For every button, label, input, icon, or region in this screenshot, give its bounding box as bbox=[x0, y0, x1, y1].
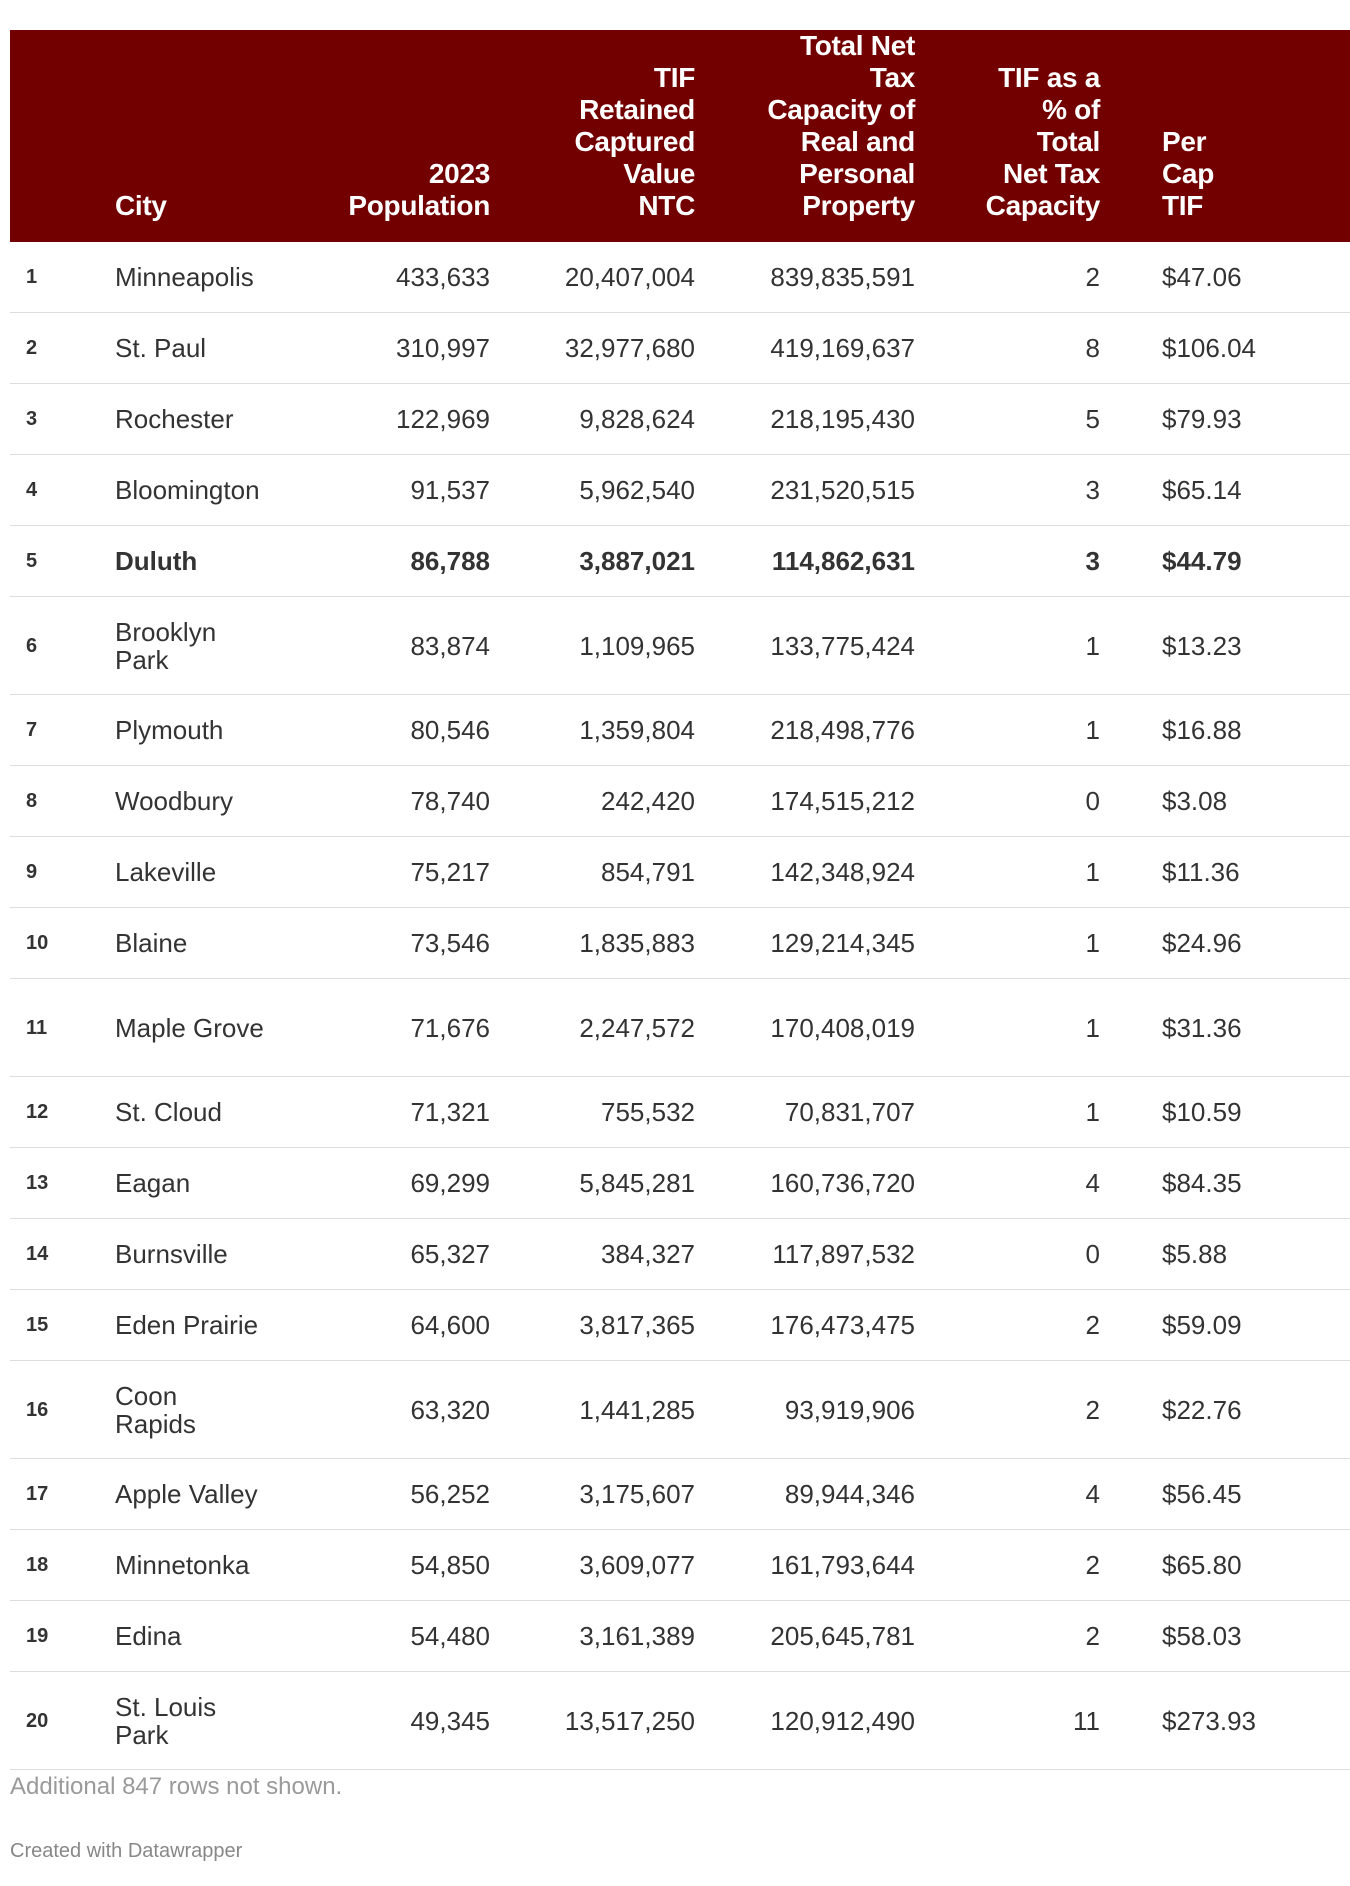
rank-cell: 4 bbox=[26, 479, 38, 501]
header-population[interactable]: 2023 Population bbox=[280, 30, 490, 242]
per-capita-tif-cell: $79.93 bbox=[1162, 404, 1242, 434]
table-row bbox=[10, 1361, 1350, 1459]
per-capita-tif-cell: $5.88 bbox=[1162, 1239, 1228, 1269]
total-net-tax-capacity-cell: 120,912,490 bbox=[770, 1705, 915, 1736]
per-capita-tif-cell: $22.76 bbox=[1162, 1394, 1242, 1425]
tif-percent-cell: 0 bbox=[1085, 786, 1100, 816]
data-table-container bbox=[10, 30, 1256, 1770]
total-net-tax-capacity-cell: 205,645,781 bbox=[770, 1621, 915, 1651]
table-row bbox=[10, 1219, 1350, 1290]
city-name: Blaine bbox=[115, 928, 188, 958]
tif-retained-value-cell: 854,791 bbox=[601, 857, 695, 887]
tif-retained-value-cell: 1,835,883 bbox=[579, 928, 695, 958]
table-row bbox=[10, 526, 1350, 597]
table-row bbox=[10, 1148, 1350, 1219]
tif-percent-cell: 1 bbox=[1085, 630, 1100, 661]
table-row bbox=[10, 597, 1350, 695]
per-capita-tif-cell: $65.14 bbox=[1162, 475, 1242, 505]
city-name: Brooklyn Park bbox=[115, 616, 217, 675]
city-cell bbox=[115, 766, 280, 837]
total-net-tax-capacity-cell: 160,736,720 bbox=[770, 1168, 915, 1198]
city-name: Minneapolis bbox=[115, 262, 254, 292]
tif-percent-cell: 1 bbox=[1085, 1097, 1100, 1127]
total-net-tax-capacity-cell: 176,473,475 bbox=[770, 1310, 915, 1340]
rank-cell: 1 bbox=[26, 266, 38, 288]
tif-retained-value-cell: 384,327 bbox=[601, 1239, 695, 1269]
rank-cell: 15 bbox=[26, 1314, 49, 1336]
population-cell: 54,850 bbox=[410, 1550, 490, 1580]
city-name: Plymouth bbox=[115, 715, 224, 745]
header-tif-retained-value[interactable]: TIF Retained Captured Value NTC bbox=[490, 30, 695, 242]
per-capita-tif-cell: $31.36 bbox=[1162, 1012, 1242, 1043]
population-cell: 64,600 bbox=[410, 1310, 490, 1340]
total-net-tax-capacity-cell: 133,775,424 bbox=[770, 630, 915, 661]
city-cell bbox=[115, 597, 280, 695]
tif-percent-cell: 11 bbox=[1073, 1705, 1100, 1736]
header-per-capita-tif[interactable]: Per Cap TIF bbox=[1100, 30, 1350, 242]
population-cell: 49,345 bbox=[410, 1705, 490, 1736]
table-row bbox=[10, 837, 1350, 908]
tif-percent-cell: 3 bbox=[1085, 475, 1100, 505]
city-name: Rochester bbox=[115, 404, 234, 434]
population-cell: 69,299 bbox=[410, 1168, 490, 1198]
table-row bbox=[10, 242, 1350, 313]
table-row bbox=[10, 908, 1350, 979]
city-cell bbox=[115, 455, 280, 526]
city-name: St. Paul bbox=[115, 333, 207, 363]
total-net-tax-capacity-cell: 174,515,212 bbox=[770, 786, 915, 816]
tif-percent-cell: 8 bbox=[1085, 333, 1100, 363]
per-capita-tif-cell: $11.36 bbox=[1162, 857, 1240, 887]
rank-cell: 16 bbox=[26, 1398, 49, 1421]
tif-percent-cell: 1 bbox=[1085, 1012, 1100, 1043]
city-cell bbox=[115, 384, 280, 455]
city-name: Bloomington bbox=[115, 475, 260, 505]
total-net-tax-capacity-cell: 70,831,707 bbox=[784, 1097, 915, 1127]
tif-retained-value-cell: 1,109,965 bbox=[579, 630, 695, 661]
rank-cell: 6 bbox=[26, 634, 38, 657]
header-tif-percent[interactable]: TIF as a % of Total Net Tax Capacity bbox=[915, 30, 1100, 242]
population-cell: 80,546 bbox=[410, 715, 490, 745]
header-rank[interactable] bbox=[10, 30, 115, 242]
city-name: Lakeville bbox=[115, 857, 217, 887]
per-capita-tif-cell: $10.59 bbox=[1162, 1097, 1242, 1127]
datawrapper-credit[interactable]: Created with Datawrapper bbox=[10, 1840, 243, 1862]
city-cell bbox=[115, 908, 280, 979]
city-cell bbox=[115, 1530, 280, 1601]
population-cell: 71,321 bbox=[410, 1097, 490, 1127]
rank-cell: 14 bbox=[26, 1243, 49, 1265]
rank-cell: 5 bbox=[26, 550, 38, 572]
tif-retained-value-cell: 755,532 bbox=[601, 1097, 695, 1127]
tif-retained-value-cell: 32,977,680 bbox=[564, 333, 695, 363]
total-net-tax-capacity-cell: 142,348,924 bbox=[770, 857, 915, 887]
tif-retained-value-cell: 1,441,285 bbox=[579, 1394, 695, 1425]
per-capita-tif-cell: $84.35 bbox=[1162, 1168, 1242, 1198]
tif-retained-value-cell: 20,407,004 bbox=[564, 262, 695, 292]
city-name: Maple Grove bbox=[115, 1012, 264, 1043]
rank-cell: 9 bbox=[26, 861, 38, 883]
tif-retained-value-cell: 1,359,804 bbox=[579, 715, 695, 745]
per-capita-tif-cell: $59.09 bbox=[1162, 1310, 1242, 1340]
population-cell: 83,874 bbox=[410, 630, 490, 661]
tif-retained-value-cell: 5,962,540 bbox=[579, 475, 695, 505]
rank-cell: 13 bbox=[26, 1172, 49, 1194]
per-capita-tif-cell: $24.96 bbox=[1162, 928, 1242, 958]
rank-cell: 18 bbox=[26, 1554, 49, 1576]
population-cell: 65,327 bbox=[410, 1239, 490, 1269]
population-cell: 310,997 bbox=[396, 333, 490, 363]
tif-percent-cell: 2 bbox=[1085, 1394, 1100, 1425]
tif-retained-value-cell: 3,609,077 bbox=[579, 1550, 695, 1580]
city-cell bbox=[115, 1219, 280, 1290]
city-name: Duluth bbox=[115, 546, 198, 576]
rank-cell: 17 bbox=[26, 1483, 49, 1505]
table-row bbox=[10, 1672, 1350, 1770]
per-capita-tif-cell: $3.08 bbox=[1162, 786, 1228, 816]
population-cell: 91,537 bbox=[410, 475, 490, 505]
total-net-tax-capacity-cell: 170,408,019 bbox=[770, 1012, 915, 1043]
total-net-tax-capacity-cell: 117,897,532 bbox=[772, 1239, 915, 1269]
tif-percent-cell: 3 bbox=[1085, 546, 1100, 576]
tif-retained-value-cell: 5,845,281 bbox=[579, 1168, 695, 1198]
population-cell: 71,676 bbox=[410, 1012, 490, 1043]
total-net-tax-capacity-cell: 218,498,776 bbox=[770, 715, 915, 745]
tif-retained-value-cell: 242,420 bbox=[601, 786, 695, 816]
city-cell bbox=[115, 837, 280, 908]
population-cell: 63,320 bbox=[410, 1394, 490, 1425]
per-capita-tif-cell: $58.03 bbox=[1162, 1621, 1242, 1651]
tif-retained-value-cell: 9,828,624 bbox=[579, 404, 695, 434]
header-total-net-tax-capacity[interactable]: Total Net Tax Capacity of Real and Personal Property bbox=[695, 30, 915, 242]
table-row bbox=[10, 979, 1350, 1077]
total-net-tax-capacity-cell: 129,214,345 bbox=[770, 928, 915, 958]
city-name: Edina bbox=[115, 1621, 182, 1651]
city-name: Minnetonka bbox=[115, 1550, 250, 1580]
population-cell: 54,480 bbox=[410, 1621, 490, 1651]
per-capita-tif-cell: $273.93 bbox=[1162, 1705, 1256, 1736]
table-row bbox=[10, 1290, 1350, 1361]
tif-percent-cell: 2 bbox=[1085, 1550, 1100, 1580]
rank-cell: 19 bbox=[26, 1625, 49, 1647]
tif-table bbox=[10, 30, 1350, 1770]
table-row bbox=[10, 1459, 1350, 1530]
tif-percent-cell: 2 bbox=[1085, 1310, 1100, 1340]
total-net-tax-capacity-cell: 231,520,515 bbox=[770, 475, 915, 505]
city-cell bbox=[115, 695, 280, 766]
city-name: Burnsville bbox=[115, 1239, 228, 1269]
city-name: Eden Prairie bbox=[115, 1310, 259, 1340]
tif-percent-cell: 1 bbox=[1085, 715, 1100, 745]
tif-percent-cell: 4 bbox=[1085, 1168, 1100, 1198]
city-cell bbox=[115, 526, 280, 597]
table-row bbox=[10, 455, 1350, 526]
tif-retained-value-cell: 3,817,365 bbox=[579, 1310, 695, 1340]
table-body bbox=[10, 242, 1350, 1770]
city-cell bbox=[115, 1672, 280, 1770]
table-row bbox=[10, 1601, 1350, 1672]
city-name: St. Cloud bbox=[115, 1097, 222, 1127]
rank-cell: 10 bbox=[26, 932, 49, 954]
city-name: Eagan bbox=[115, 1168, 191, 1198]
total-net-tax-capacity-cell: 89,944,346 bbox=[784, 1479, 915, 1509]
table-row bbox=[10, 1530, 1350, 1601]
table-row bbox=[10, 313, 1350, 384]
city-cell bbox=[115, 1290, 280, 1361]
population-cell: 86,788 bbox=[410, 546, 490, 576]
per-capita-tif-cell: $16.88 bbox=[1162, 715, 1242, 745]
city-cell bbox=[115, 313, 280, 384]
population-cell: 73,546 bbox=[410, 928, 490, 958]
table-row bbox=[10, 1077, 1350, 1148]
population-cell: 433,633 bbox=[396, 262, 490, 292]
city-name: Apple Valley bbox=[115, 1479, 258, 1509]
tif-percent-cell: 1 bbox=[1085, 857, 1100, 887]
per-capita-tif-cell: $13.23 bbox=[1162, 630, 1242, 661]
city-name: Woodbury bbox=[115, 786, 234, 816]
city-cell bbox=[115, 1601, 280, 1672]
city-name: Coon Rapids bbox=[115, 1380, 196, 1439]
header-city[interactable]: City bbox=[115, 30, 280, 242]
rank-cell: 8 bbox=[26, 790, 38, 812]
city-cell bbox=[115, 1361, 280, 1459]
rank-cell: 3 bbox=[26, 408, 38, 430]
per-capita-tif-cell: $65.80 bbox=[1162, 1550, 1242, 1580]
tif-percent-cell: 5 bbox=[1085, 404, 1100, 434]
population-cell: 122,969 bbox=[396, 404, 490, 434]
table-header bbox=[10, 30, 1350, 242]
per-capita-tif-cell: $44.79 bbox=[1162, 546, 1242, 576]
rank-cell: 11 bbox=[26, 1016, 48, 1039]
total-net-tax-capacity-cell: 114,862,631 bbox=[771, 546, 915, 576]
tif-percent-cell: 2 bbox=[1085, 262, 1100, 292]
rank-cell: 2 bbox=[26, 337, 38, 359]
total-net-tax-capacity-cell: 419,169,637 bbox=[770, 333, 915, 363]
city-cell bbox=[115, 242, 280, 313]
tif-retained-value-cell: 13,517,250 bbox=[564, 1705, 695, 1736]
tif-retained-value-cell: 2,247,572 bbox=[579, 1012, 695, 1043]
city-cell bbox=[115, 1077, 280, 1148]
population-cell: 78,740 bbox=[410, 786, 490, 816]
total-net-tax-capacity-cell: 161,793,644 bbox=[770, 1550, 915, 1580]
rank-cell: 20 bbox=[26, 1709, 49, 1732]
rank-cell: 12 bbox=[26, 1101, 49, 1123]
total-net-tax-capacity-cell: 839,835,591 bbox=[770, 262, 915, 292]
table-row bbox=[10, 766, 1350, 837]
city-cell bbox=[115, 1148, 280, 1219]
tif-percent-cell: 0 bbox=[1085, 1239, 1100, 1269]
population-cell: 75,217 bbox=[410, 857, 490, 887]
tif-retained-value-cell: 3,887,021 bbox=[579, 546, 695, 576]
per-capita-tif-cell: $106.04 bbox=[1162, 333, 1256, 363]
tif-percent-cell: 1 bbox=[1085, 928, 1100, 958]
table-row bbox=[10, 384, 1350, 455]
city-cell bbox=[115, 1459, 280, 1530]
rank-cell: 7 bbox=[26, 719, 38, 741]
city-cell bbox=[115, 979, 280, 1077]
table-row bbox=[10, 695, 1350, 766]
tif-retained-value-cell: 3,175,607 bbox=[579, 1479, 695, 1509]
tif-percent-cell: 4 bbox=[1085, 1479, 1100, 1509]
rows-not-shown-note: Additional 847 rows not shown. bbox=[10, 1773, 343, 1800]
city-name: St. Louis Park bbox=[115, 1691, 217, 1750]
total-net-tax-capacity-cell: 218,195,430 bbox=[770, 404, 915, 434]
per-capita-tif-cell: $56.45 bbox=[1162, 1479, 1242, 1509]
per-capita-tif-cell: $47.06 bbox=[1162, 262, 1242, 292]
population-cell: 56,252 bbox=[410, 1479, 490, 1509]
total-net-tax-capacity-cell: 93,919,906 bbox=[784, 1394, 915, 1425]
tif-percent-cell: 2 bbox=[1085, 1621, 1100, 1651]
tif-retained-value-cell: 3,161,389 bbox=[579, 1621, 695, 1651]
